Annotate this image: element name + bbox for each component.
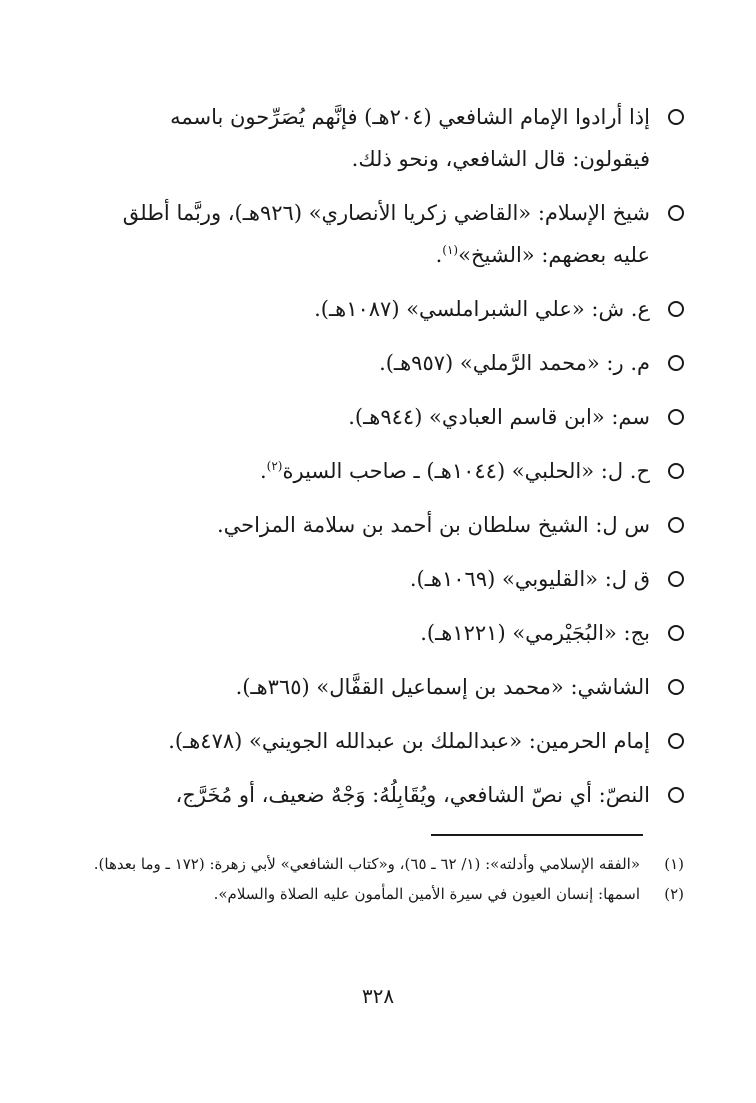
list-item [90,666,684,708]
circle-bullet-icon [668,679,684,695]
entry-punctuation: . [259,459,267,483]
footnote [90,850,684,878]
list-item [90,774,684,816]
footnote-number: (٢) [664,885,684,903]
list-item [90,612,684,654]
circle-bullet-icon [668,787,684,803]
entry-text: بج: «البُجَيْرمي» (١٢٢١هـ). [420,621,650,645]
entry-text: الشاشي: «محمد بن إسماعيل القفَّال» (٣٦٥هـ). [235,675,650,699]
entry-text: ق ل: «القليوبي» (١٠٦٩هـ). [409,567,650,591]
circle-bullet-icon [668,409,684,425]
list-item [90,396,684,438]
entry-text: النصّ: أي نصّ الشافعي، ويُقَابِلُهُ: وَجْهٌ ضعيف، أو مُخَرَّج، [175,783,650,807]
list-item [90,558,684,600]
footnote-reference: (٢) [266,459,283,473]
list-item [90,450,684,492]
page-number: ٣٢٨ [361,984,395,1008]
circle-bullet-icon [668,517,684,533]
list-item [90,342,684,384]
entry-text: س ل: الشيخ سلطان بن أحمد بن سلامة المزاحي. [216,513,650,537]
circle-bullet-icon [668,571,684,587]
list-item [90,720,684,762]
circle-bullet-icon [668,301,684,317]
list-item [90,288,684,330]
entry-text: سم: «ابن قاسم العبادي» (٩٤٤هـ). [348,405,650,429]
footnotes [90,850,684,910]
entry-punctuation: . [435,243,443,267]
entry-text: إمام الحرمين: «عبدالملك بن عبدالله الجويني» (٤٧٨هـ). [168,729,650,753]
list-item [90,192,684,276]
entry-text: إذا أرادوا الإمام الشافعي (٢٠٤هـ) فإنَّهم يُصَرِّحون باسمه فيقولون: قال الشافعي، ونحو ذلك. [170,105,650,171]
entry-text: ع. ش: «علي الشبراملسي» (١٠٨٧هـ). [314,297,650,321]
circle-bullet-icon [668,355,684,371]
circle-bullet-icon [668,109,684,125]
circle-bullet-icon [668,205,684,221]
list-item [90,504,684,546]
entry-list [90,96,684,828]
circle-bullet-icon [668,625,684,641]
footnote-text: «الفقه الإسلامي وأدلته»: (١/ ٦٢ ـ ٦٥)، و«كتاب الشافعي» لأبي زهرة: (١٧٢ ـ وما بعدها). [93,855,640,873]
entry-text: ح. ل: «الحلبي» (١٠٤٤هـ) ـ صاحب السيرة [282,459,650,483]
footnote [90,880,684,908]
footnote-divider [431,834,643,836]
circle-bullet-icon [668,733,684,749]
circle-bullet-icon [668,463,684,479]
footnote-number: (١) [664,855,684,873]
footnote-reference: (١) [442,243,459,257]
list-item [90,96,684,180]
entry-text: شيخ الإسلام: «القاضي زكريا الأنصاري» (٩٢٦هـ)، وربَّما أطلق عليه بعضهم: «الشيخ» [122,201,650,267]
entry-text: م. ر: «محمد الرَّملي» (٩٥٧هـ). [379,351,650,375]
footnote-text: اسمها: إنسان العيون في سيرة الأمين المأمون عليه الصلاة والسلام». [213,885,640,903]
